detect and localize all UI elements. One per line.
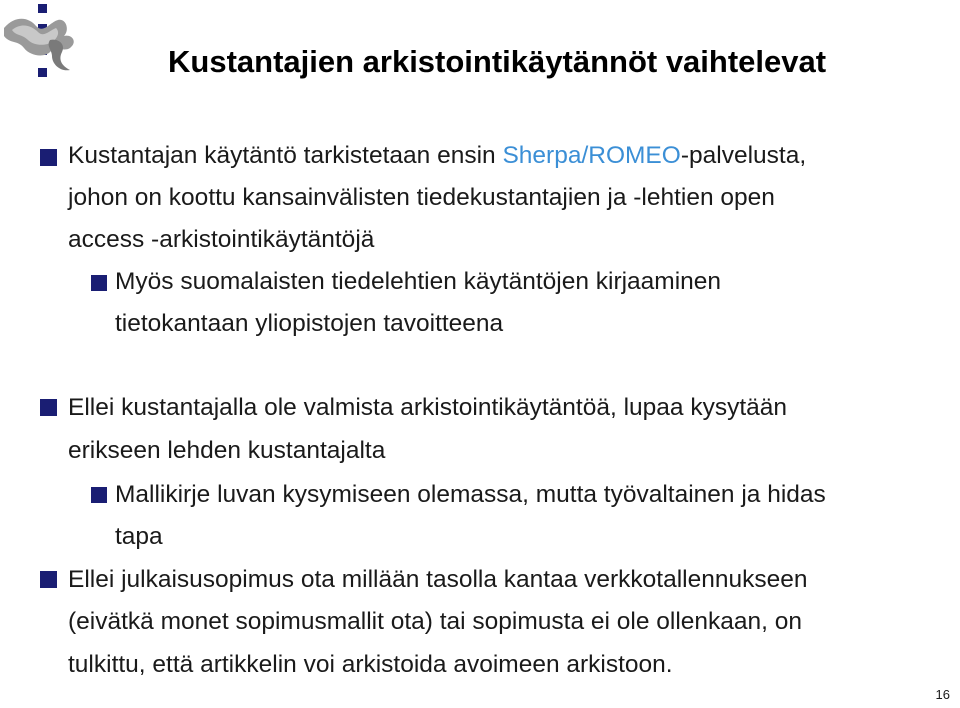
slide-title: Kustantajien arkistointikäytännöt vaihtelevat — [168, 44, 827, 79]
bullet-1-line-2: johon on koottu kansainvälisten tiedekustantajien ja -lehtien open — [68, 184, 775, 211]
square-bullet-icon — [40, 399, 57, 416]
bullet-1-text-suffix: -palvelusta, — [680, 142, 807, 169]
sub-bullet-2-line-2: tapa — [115, 523, 163, 550]
sub-bullet-1-line-2: tietokantaan yliopistojen tavoitteena — [115, 310, 504, 337]
bullet-3-line-2: (eivätkä monet sopimusmallit ota) tai sopimusta ei ole ollenkaan, on — [68, 608, 803, 635]
bullet-2-line-1: Ellei kustantajalla ole valmista arkistointikäytäntöä, lupaa kysytään — [68, 394, 788, 421]
bullet-1-line-1 — [68, 141, 806, 171]
sub-bullet-2-line-1: Mallikirje luvan kysymiseen olemassa, mutta työvaltainen ja hidas — [115, 481, 826, 508]
bullet-3-line-3: tulkittu, että artikkelin voi arkistoida avoimeen arkistoon. — [68, 651, 673, 678]
bullet-1-line-3: access -arkistointikäytäntöjä — [68, 226, 375, 253]
square-bullet-icon — [40, 571, 57, 588]
bullet-1-text-prefix: Kustantajan käytäntö tarkistetaan ensin — [68, 142, 503, 169]
slide-number: 16 — [935, 687, 950, 702]
bullet-3-line-1: Ellei julkaisusopimus ota millään tasolla kantaa verkkotallennukseen — [68, 566, 808, 593]
square-bullet-icon — [91, 275, 107, 291]
sherpa-romeo-link[interactable]: Sherpa/ROMEO — [502, 142, 681, 169]
bullet-2-line-2: erikseen lehden kustantajalta — [68, 437, 386, 464]
square-bullet-icon — [91, 487, 107, 503]
square-bullet-icon — [40, 149, 57, 166]
sub-bullet-1-line-1: Myös suomalaisten tiedelehtien käytäntöjen kirjaaminen — [115, 268, 722, 295]
